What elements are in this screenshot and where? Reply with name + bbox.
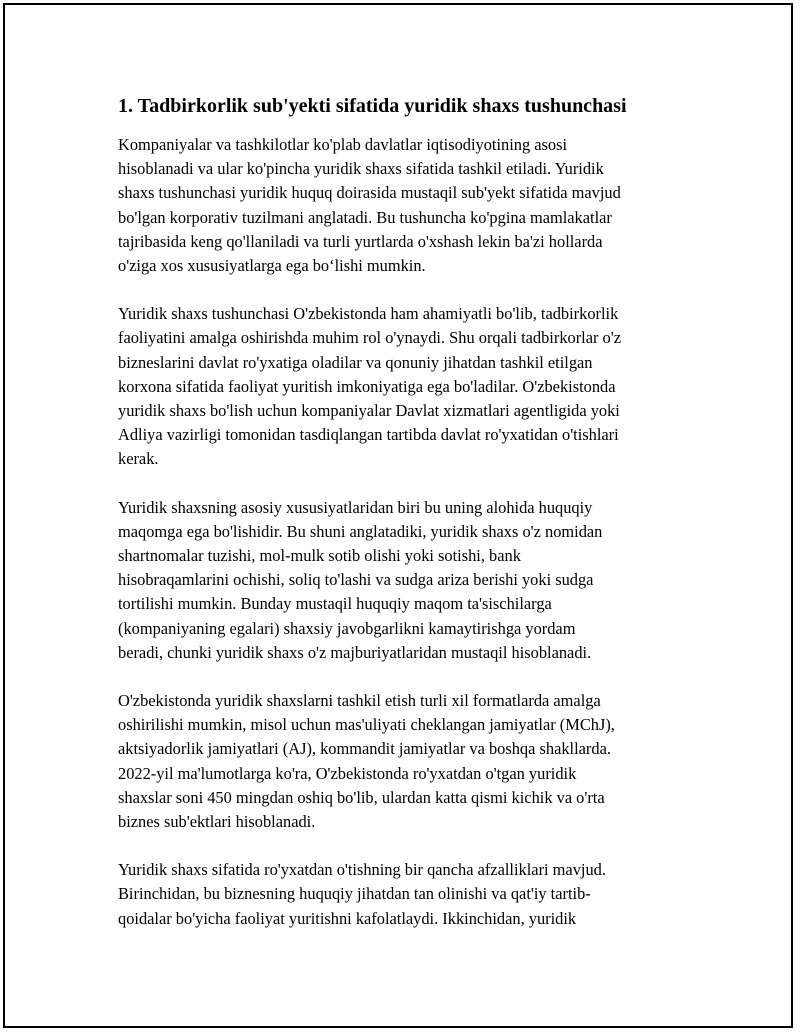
paragraph-3: Yuridik shaxsning asosiy xususiyatlaridan biri bu uning alohida huquqiy maqomga ega bo'lishidir. Bu shuni anglatadiki, yuridik shaxs o'z nomidan shartnomalar tuzishi, mol-mulk sotib olishi yoki sotishi, bank hisobraqamlarini ochishi, soliq to'lashi va sudga ariza berishi yoki sudga tortilishi mumkin. Bunday mustaqil huquqiy maqom ta'sischilarga (kompaniyaning egalari) shaxsiy javobgarlikni kamaytirishga yordam beradi, chunki yuridik shaxs o'z majburiyatlaridan mustaqil hisoblanadi. (118, 497, 603, 662)
paragraph-5: Yuridik shaxs sifatida ro'yxatdan o'tishning bir qancha afzalliklari mavjud. Birinchidan, bu biznesning huquqiy jihatdan tan olinishi va qat'iy tartib- qoidalar bo'yicha faoliyat yuritishni kafolatlaydi. Ikkinchidan, yuridik (118, 860, 606, 928)
document-body (118, 92, 678, 955)
section-heading: 1. Tadbirkorlik sub'yekti sifatida yuridik shaxs tushunchasi (118, 95, 627, 117)
paragraph-2: Yuridik shaxs tushunchasi O'zbekistonda ham ahamiyatli bo'lib, tadbirkorlik faoliyatini amalga oshirishda muhim rol o'ynaydi. Shu orqali tadbirkorlar o'z bizneslarini davlat ro'yxatiga oladilar va qonuniy jihatdan tashkil etilgan korxona sifatida faoliyat yuritish imkoniyatiga ega bo'ladilar. O'zbekistonda yuridik shaxs bo'lish uchun kompaniyalar Davlat xizmatlari agentligida yoki Adliya vazirligi tomonidan tasdiqlangan tartibda davlat ro'yxatidan o'tishlari kerak. (118, 304, 621, 469)
paragraph-4: O'zbekistonda yuridik shaxslarni tashkil etish turli xil formatlarda amalga oshirilishi mumkin, misol uchun mas'uliyati cheklangan jamiyatlar (MChJ), aktsiyadorlik jamiyatlari (AJ), kommandit jamiyatlar va boshqa shakllarda. 2022-yil ma'lumotlarga ko'ra, O'zbekistonda ro'yxatdan o'tgan yuridik shaxslar soni 450 mingdan oshiq bo'lib, ulardan katta qismi kichik va o'rta biznes sub'ektlari hisoblanadi. (118, 691, 615, 832)
paragraph-1: Kompaniyalar va tashkilotlar ko'plab davlatlar iqtisodiyotining asosi hisoblanadi va ular ko'pincha yuridik shaxs sifatida tashkil etiladi. Yuridik shaxs tushunchasi yuridik huquq doirasida mustaqil sub'yekt sifatida mavjud bo'lgan korporativ tuzilmani anglatadi. Bu tushuncha ko'pgina mamlakatlar tajribasida keng qo'llaniladi va turli yurtlarda o'xshash lekin ba'zi hollarda o'ziga xos xususiyatlarga ega bo‘lishi mumkin. (118, 135, 621, 276)
